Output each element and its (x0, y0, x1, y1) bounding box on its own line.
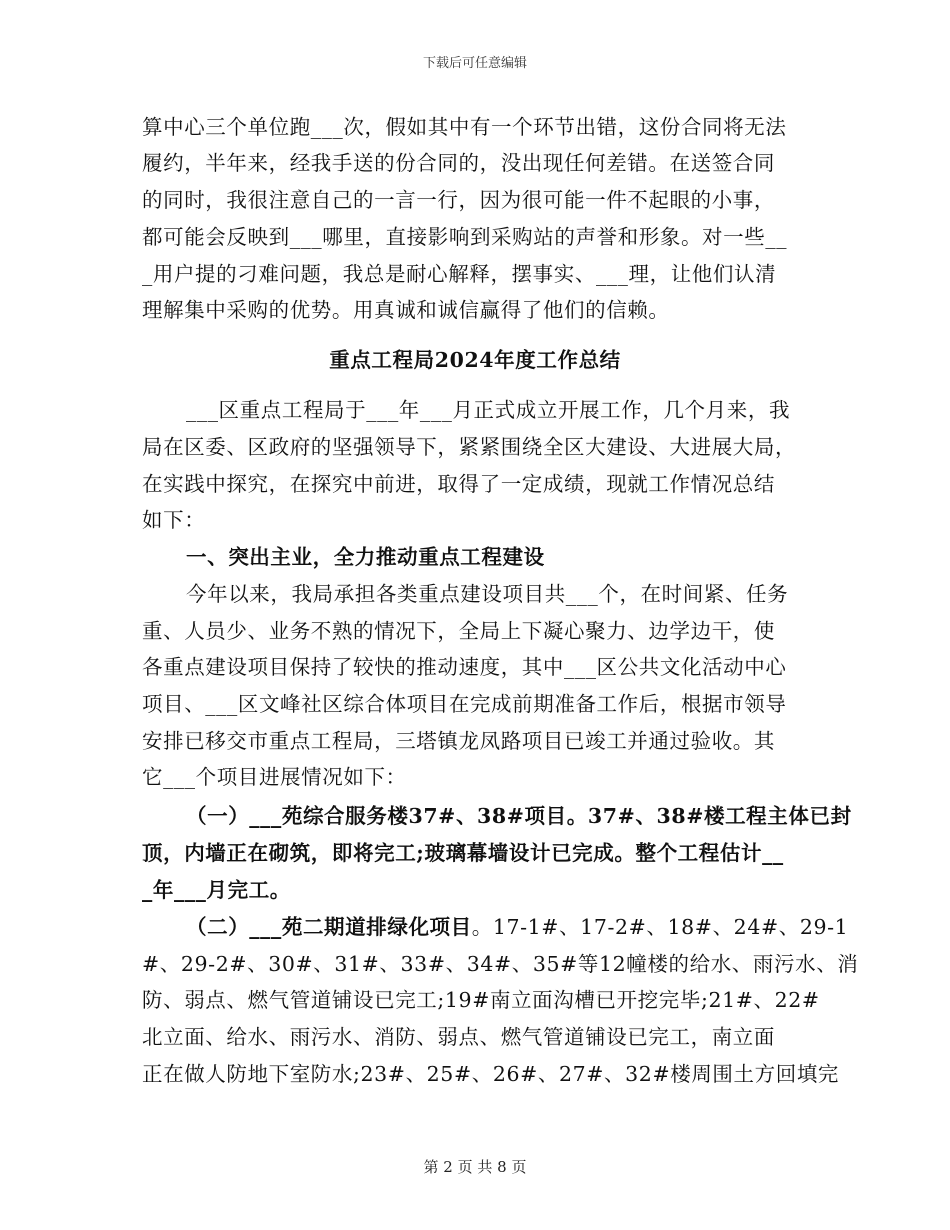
body-line: 局在区委、区政府的坚强领导下，紧紧围绕全区大建设、大进展大局， (142, 435, 797, 459)
body-line: 都可能会反映到___哪里，直接影响到采购站的声誉和形象。对一些__ (142, 225, 788, 249)
body-line: _用户提的刁难问题，我总是耐心解释，摆事实、___理，让他们认清 (142, 262, 777, 286)
body-line: 理解集中采购的优势。用真诚和诚信赢得了他们的信赖。 (142, 298, 670, 322)
body-line: 防、弱点、燃气管道铺设已完工;19#南立面沟槽已开挖完毕;21#、22# (142, 988, 820, 1012)
page-header: 下载后可任意编辑 (422, 56, 527, 71)
subheading-1: （一）___苑综合服务楼37#、38#项目。37#、38#楼工程主体已封 (186, 804, 852, 828)
subheading-1-cont: 顶，内墙正在砌筑，即将完工;玻璃幕墙设计已完成。整个工程估计__ (142, 841, 784, 865)
body-line: 安排已移交市重点工程局，三塔镇龙凤路项目已竣工并通过验收。其 (142, 729, 775, 753)
body-line: 履约，半年来，经我手送的份合同的，没出现任何差错。在送签合同 (142, 151, 775, 175)
body-line: 今年以来，我局承担各类重点建设项目共___个，在时间紧、任务 (186, 582, 789, 606)
body-line: 如下： (142, 508, 206, 532)
body-line: 北立面、给水、雨污水、消防、弱点、燃气管道铺设已完工，南立面 (142, 1025, 775, 1049)
subheading-2-line (186, 915, 848, 939)
subheading-1-cont: _年___月完工。 (142, 878, 291, 902)
body-line: 正在做人防地下室防水;23#、25#、26#、27#、32#楼周围土方回填完 (142, 1062, 840, 1086)
body-line: ___区重点工程局于___年___月正式成立开展工作，几个月来，我 (186, 398, 791, 422)
body-line: 它___个项目进展情况如下： (142, 765, 407, 789)
body-line: 算中心三个单位跑___次，假如其中有一个环节出错，这份合同将无法 (142, 115, 787, 139)
body-line: 重、人员少、业务不熟的情况下，全局上下凝心聚力、边学边干，使 (142, 619, 775, 643)
subheading-2-text: 。17-1#、17-2#、18#、24#、29-1 (471, 915, 849, 939)
subheading-2: （二）___苑二期道排绿化项目 (186, 915, 472, 939)
body-line: 的同时，我很注意自己的一言一行，因为很可能一件不起眼的小事， (142, 188, 775, 212)
body-line: #、29-2#、30#、31#、33#、34#、35#等12幢楼的给水、雨污水、消 (142, 952, 859, 976)
section-title: 重点工程局2024年度工作总结 (329, 348, 621, 372)
body-line: 项目、___区文峰社区综合体项目在完成前期准备工作后，根据市领导 (142, 692, 787, 716)
heading-1: 一、突出主业，全力推动重点工程建设 (186, 545, 545, 569)
body-line: 在实践中探究，在探究中前进，取得了一定成绩，现就工作情况总结 (142, 472, 775, 496)
body-line: 各重点建设项目保持了较快的推动速度，其中___区公共文化活动中心 (142, 655, 787, 679)
page-footer: 第 2 页 共 8 页 (423, 1158, 527, 1176)
